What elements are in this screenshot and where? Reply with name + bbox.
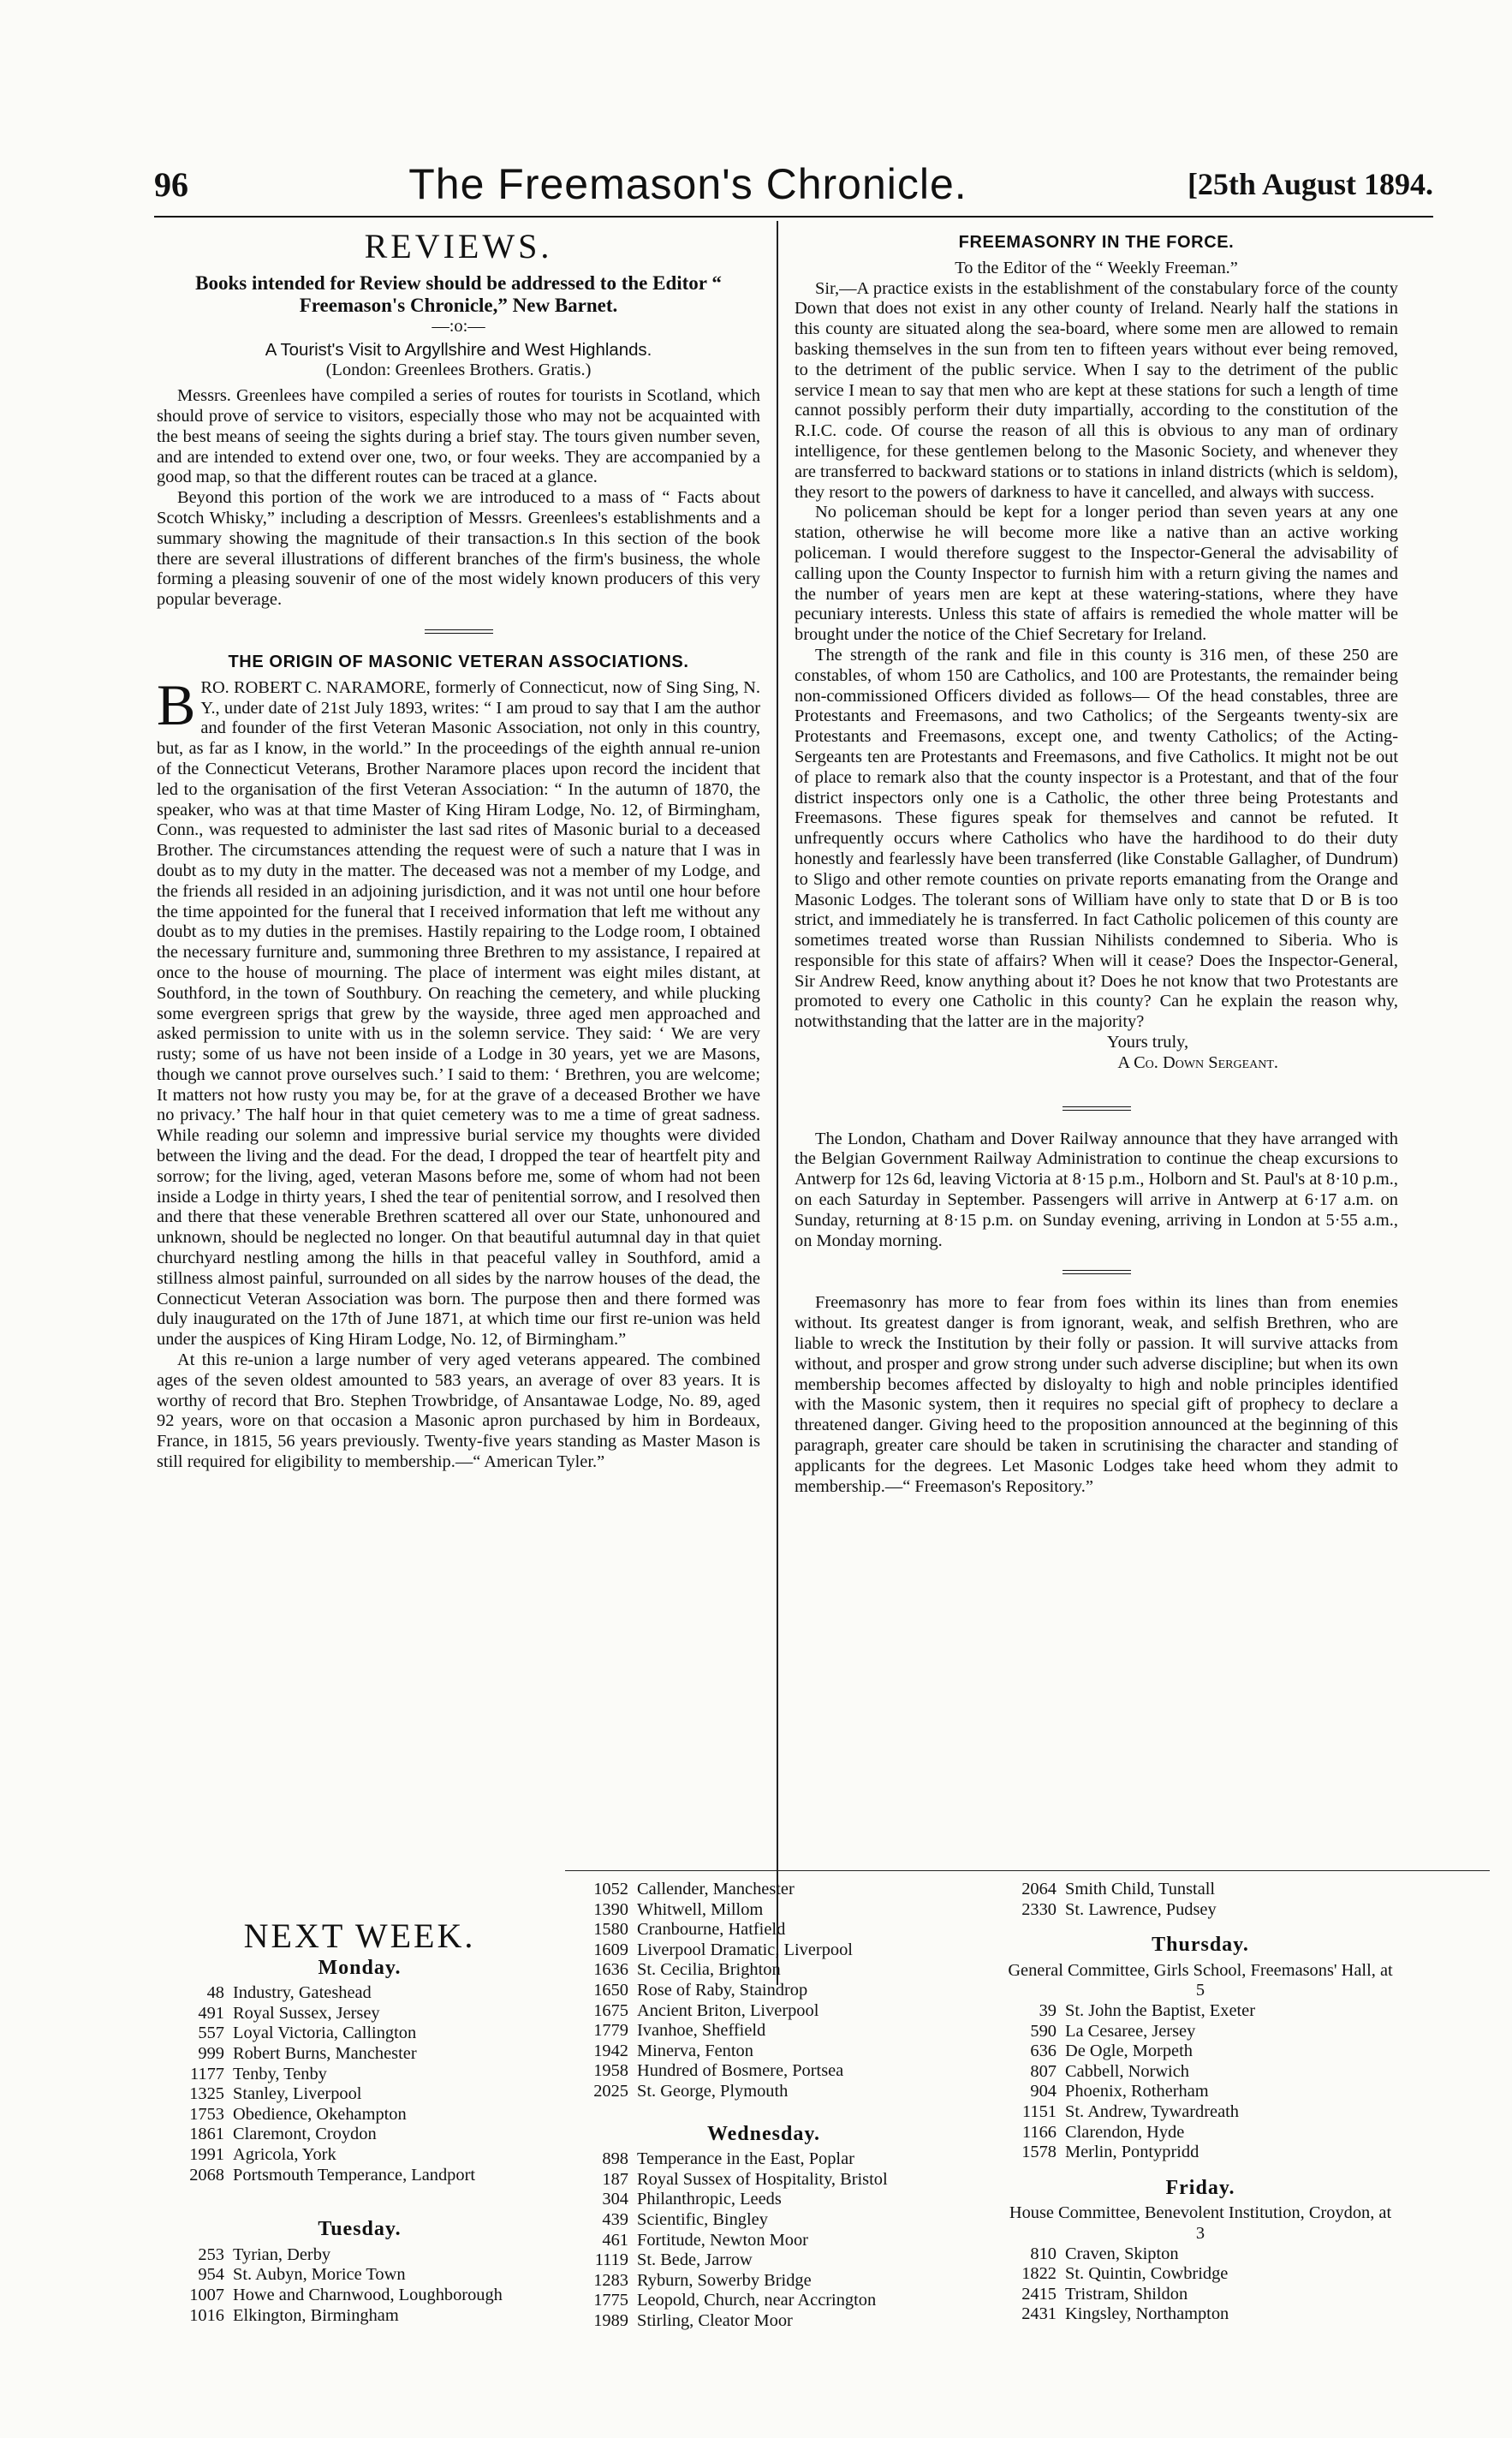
lodge-number: 2068: [189, 2165, 224, 2185]
lodge-number: 810: [1030, 2244, 1057, 2263]
reviews-heading: REVIEWS.: [364, 227, 553, 265]
lodge-name: Royal Sussex of Hospitality, Bristol: [637, 2169, 888, 2189]
lodge-entry: [171, 2065, 548, 2085]
lodge-number: 1052: [593, 1880, 628, 1899]
lodge-number: 1007: [189, 2285, 224, 2304]
lodge-entry: [575, 2170, 952, 2191]
lodge-name: Tristram, Shildon: [1065, 2284, 1188, 2304]
lodge-number: 557: [198, 2024, 224, 2043]
lodge-number: 1775: [593, 2291, 628, 2310]
wednesday-lodge-list-continued: [1003, 1880, 1397, 1920]
lodge-entry: [171, 2286, 548, 2306]
lodge-number: 2431: [1021, 2304, 1057, 2324]
letter-signature: A Co. Down Sergeant.: [1117, 1052, 1278, 1072]
review-paragraph: Messrs. Greenlees have compiled a series of routes for tourists in Scotland, which should prove of service to visitors, especially those who may not be acquainted with the best means of seeing the sights during a brief stay. The tours given number seven, and are intended to extend over one, two, or four weeks. They are accompanied by a good map, so that the different routes can be traced at a glance.: [157, 386, 760, 487]
lodge-name: Craven, Skipton: [1065, 2244, 1179, 2263]
tuesday-lodge-list: [171, 2245, 548, 2326]
lodge-number: 491: [198, 2003, 224, 2023]
next-week-column-3: [1003, 1880, 1397, 2325]
lodge-name: Industry, Gateshead: [233, 1983, 372, 2003]
lodge-entry: [575, 1880, 952, 1900]
lodge-number: 461: [602, 2230, 628, 2250]
lodge-number: 39: [1039, 2000, 1057, 2020]
lodge-name: Rose of Raby, Staindrop: [637, 1980, 808, 2000]
lodge-entry: [171, 2084, 548, 2105]
lodge-entry: [171, 2044, 548, 2065]
next-week-rule: [565, 1870, 1490, 1871]
lodge-number: 1636: [593, 1960, 628, 1980]
publication-title: The Freemason's Chronicle.: [408, 160, 967, 208]
lodge-number: 2415: [1021, 2284, 1057, 2304]
lodge-number: 954: [198, 2265, 224, 2285]
lodge-entry: [575, 2061, 952, 2082]
lodge-number: 439: [602, 2209, 628, 2229]
lodge-entry: [1003, 2102, 1397, 2123]
page-number: 96: [154, 164, 188, 204]
thursday-lodge-list: [1003, 2001, 1397, 2163]
lodge-name: St. Aubyn, Morice Town: [233, 2265, 406, 2285]
lodge-entry: [171, 2166, 548, 2186]
lodge-number: 1283: [593, 2270, 628, 2290]
lodge-name: Stirling, Cleator Moor: [637, 2310, 793, 2330]
lodge-name: Merlin, Pontypridd: [1065, 2143, 1199, 2162]
lodge-entry: [575, 1981, 952, 2001]
lodge-number: 1753: [189, 2104, 224, 2124]
lodge-entry: [171, 2245, 548, 2266]
lodge-entry: [575, 2291, 952, 2311]
review-notice: Books intended for Review should be addressed to the Editor “ Freemason's Chronicle,” New Barnet.: [195, 271, 722, 316]
lodge-name: La Cesaree, Jersey: [1065, 2021, 1196, 2041]
lodge-number: 1016: [189, 2305, 224, 2325]
lodge-name: Philanthropic, Leeds: [637, 2190, 782, 2209]
lodge-entry: [1003, 2042, 1397, 2062]
lodge-number: 999: [198, 2043, 224, 2063]
lodge-number: 1609: [593, 1940, 628, 1959]
lodge-entry: [575, 2250, 952, 2271]
lodge-number: 1325: [189, 2084, 224, 2104]
tuesday-lodge-list-continued: [575, 1880, 952, 2102]
lodge-name: Smith Child, Tunstall: [1065, 1880, 1216, 1899]
lodge-number: 187: [602, 2169, 628, 2189]
lodge-name: St. Bede, Jarrow: [637, 2250, 753, 2270]
lodge-name: Fortitude, Newton Moor: [637, 2230, 808, 2250]
lodge-entry: [575, 2210, 952, 2231]
wednesday-lodge-list: [575, 2149, 952, 2331]
lodge-entry: [1003, 2264, 1397, 2285]
lodge-number: 1580: [593, 1920, 628, 1940]
lodge-number: 2025: [593, 2081, 628, 2101]
issue-date: [25th August 1894.: [1187, 167, 1433, 201]
lodge-name: St. Andrew, Tywardreath: [1065, 2101, 1239, 2121]
committee-meeting: General Committee, Girls School, Freemasons' Hall, at 5: [1008, 1960, 1393, 2000]
lodge-number: 1958: [593, 2061, 628, 2081]
lodge-number: 1942: [593, 2041, 628, 2060]
day-heading-thursday: Thursday.: [1152, 1934, 1249, 1957]
lodge-name: Phoenix, Rotherham: [1065, 2082, 1209, 2101]
lodge-number: 1861: [189, 2125, 224, 2144]
article-paragraph: [157, 671, 760, 1350]
lodge-name: Cabbell, Norwich: [1065, 2061, 1189, 2081]
lodge-number: 1578: [1021, 2143, 1057, 2162]
section-separator: [1063, 1270, 1131, 1274]
letter-addressee: To the Editor of the “ Weekly Freeman.”: [955, 258, 1238, 277]
lodge-name: Liverpool Dramatic, Liverpool: [637, 1940, 853, 1959]
lodge-entry: [575, 1920, 952, 1940]
lodge-number: 1779: [593, 2021, 628, 2041]
lodge-name: Obedience, Okehampton: [233, 2104, 407, 2124]
lodge-name: Agricola, York: [233, 2144, 336, 2164]
lodge-entry: [575, 2190, 952, 2210]
lodge-name: Howe and Charnwood, Loughborough: [233, 2285, 503, 2304]
review-title: A Tourist's Visit to Argyllshire and West Highlands.: [265, 340, 652, 360]
lodge-name: Elkington, Birmingham: [233, 2305, 399, 2325]
lodge-entry: [171, 2265, 548, 2286]
lodge-entry: [1003, 2304, 1397, 2325]
lodge-name: St. Lawrence, Pudsey: [1065, 1899, 1217, 1919]
page-header: [154, 154, 1433, 214]
lodge-entry: [575, 1940, 952, 1961]
next-week-heading: NEXT WEEK.: [243, 1916, 476, 1955]
lodge-name: Ancient Briton, Liverpool: [637, 2000, 819, 2020]
lodge-entry: [1003, 2143, 1397, 2163]
article-title: FREEMASONRY IN THE FORCE.: [958, 233, 1235, 252]
lodge-name: De Ogle, Morpeth: [1065, 2042, 1193, 2061]
letter-closing: Yours truly,: [1106, 1033, 1189, 1052]
lodge-entry: [575, 2231, 952, 2251]
lodge-name: Callender, Manchester: [637, 1880, 795, 1899]
lodge-number: 253: [198, 2244, 224, 2264]
lodge-name: Stanley, Liverpool: [233, 2084, 362, 2104]
lodge-name: Ryburn, Sowerby Bridge: [637, 2270, 812, 2290]
lodge-entry: [1003, 2001, 1397, 2022]
lodge-entry: [171, 2004, 548, 2024]
lodge-number: 1675: [593, 2000, 628, 2020]
letter-paragraph: No policeman should be kept for a longer period than seven years at any one station, otherwise he will become more like a native than an active working policeman. I would therefore suggest to the Inspector-General the advisability of calling upon the County Inspector to furnish him with a return giving the names and the number of years men are kept at these watering-stations, where they have pecuniary interests. Unless this state of affairs is remedied the whole matter will be brought under the notice of the Chief Secretary for Ireland.: [795, 503, 1398, 645]
lodge-entry: [171, 2145, 548, 2166]
article-paragraph: At this re-union a large number of very aged veterans appeared. The combined ages of the seven oldest amounted to 583 years, an average of over 83 years. It is worthy of record that Bro. Stephen Trowbridge, of Ansantawae Lodge, No. 89, aged 92 years, wore on that occasion a Masonic apron purchased by him in Bordeaux, France, in 1815, 56 years previously. Twenty-five years standing as Master Mason is still required for eligibility to membership.—“ American Tyler.”: [157, 1350, 760, 1472]
lodge-number: 48: [206, 1983, 224, 2003]
lodge-name: St. Quintin, Cowbridge: [1065, 2264, 1229, 2284]
lodge-number: 807: [1030, 2061, 1057, 2081]
lodge-number: 1119: [594, 2250, 628, 2270]
lodge-number: 1991: [189, 2144, 224, 2164]
lodge-name: Scientific, Bingley: [637, 2209, 768, 2229]
lodge-entry: [575, 2042, 952, 2062]
drop-cap: B: [157, 671, 196, 737]
day-heading-monday: Monday.: [318, 1956, 402, 1979]
lodge-entry: [171, 2306, 548, 2327]
article-text: RO. ROBERT C. NARAMORE, formerly of Connecticut, now of Sing Sing, N. Y., under date of 21st July 1893, writes: “ I am proud to say that I am the author and founder of the first Veteran Masonic Association, not only in this country, but, as far as I know, in the world.” In the proceedings of the eighth annual re-union of the Connecticut Veterans, Brother Naramore places upon record the incident that led to the organisation of the first Veteran Association: “ In the autumn of 1870, the speaker, who was at that time Master of King Hiram Lodge, No. 12, of Birmingham, Conn., was requested to administer the last sad rites of Masonic burial to a deceased Brother. The circumstances attending the request were of such a nature that I was in doubt as to my duty in the matter. The deceased was not a member of my Lodge, and the friends all resided in an adjoining jurisdiction, and it was not until one hour before the time appointed for the funeral that I received information that left me without any doubt as to my duties in the premises. Hastily repairing to the Lodge room, I obtained the necessary furniture and, summoning three Brethren to my assistance, I repaired at once to the house of mourning. The place of interment was eight miles distant, at Southford, in the town of Southbury. On reaching the cemetery, and while plucking some evergreen sprigs that grew by the wayside, three aged men approached and asked permission to unite with us in the solemn service. They said: ‘ We are very rusty; some of us have not been inside of a Lodge in 30 years, yet we are Masons, though we cannot prove ourselves such.’ I said to them: ‘ Brethren, you are welcome; It matters not how rusty you may be, for at the grave of a deceased Brother we have no privacy.’ The half hour in that quiet cemetery was to me a time of great sadness. While reading our solemn and impressive burial service my thoughts were divided between the living and the dead. For the dead, I dropped the tear of heartfelt pity and sorrow; for the living, aged, veteran Masons before me, some of whom had not been inside a Lodge in thirty years, I shed the tear of penitential sorrow, and I resolved then and there that these venerable Brethren scattered all over our State, unhonoured and unknown, should be neglected no longer. On that beautiful autumnal day in that quiet churchyard nestling among the hills in that peaceful valley in Southford, amid a stillness almost painful, surrounded on all sides by the narrow houses of the dead, the Connecticut Veteran Association was born. The purpose then and there formed was duly inaugurated on the 17th of June 1871, at which time our first re-union was held under the auspices of King Hiram Lodge, No. 12, of Birmingham.”: [157, 677, 760, 1350]
lodge-name: St. John the Baptist, Exeter: [1065, 2000, 1256, 2020]
lodge-name: Kingsley, Northampton: [1065, 2304, 1229, 2324]
lodge-name: Royal Sussex, Jersey: [233, 2003, 380, 2023]
section-separator: [1063, 1106, 1131, 1111]
right-column: [795, 224, 1398, 1834]
lodge-name: Loyal Victoria, Callington: [233, 2024, 417, 2043]
lodge-number: 2330: [1021, 1899, 1057, 1919]
day-heading-friday: Friday.: [1165, 2176, 1235, 2199]
monday-lodge-list: [171, 1983, 548, 2185]
lodge-entry: [575, 2149, 952, 2170]
lodge-name: Temperance in the East, Poplar: [637, 2149, 854, 2169]
review-publisher: (London: Greenlees Brothers. Gratis.): [325, 361, 592, 380]
lodge-number: 1390: [593, 1899, 628, 1919]
lodge-entry: [1003, 2123, 1397, 2143]
lodge-name: Tyrian, Derby: [233, 2244, 331, 2264]
railway-notice: The London, Chatham and Dover Railway announce that they have arranged with the Belgian Government Railway Administration to continue the cheap excursions to Antwerp for 12s 6d, leaving Victoria at 8·15 p.m., Holborn and St. Paul's at 8·10 p.m., on each Saturday in September. Passengers will arrive in Antwerp at 6·17 a.m. on Sunday, returning at 8·15 p.m. on Sunday evening, arriving in London at 5·55 a.m., on Monday morning.: [795, 1129, 1398, 1250]
ornament: —:o:—: [432, 316, 485, 336]
day-heading-tuesday: Tuesday.: [318, 2218, 402, 2241]
lodge-entry: [171, 1983, 548, 2004]
lodge-entry: [575, 1900, 952, 1921]
lodge-entry: [575, 2311, 952, 2332]
lodge-number: 1166: [1021, 2122, 1057, 2142]
article-title: THE ORIGIN OF MASONIC VETERAN ASSOCIATIONS.: [228, 652, 689, 671]
lodge-entry: [1003, 2285, 1397, 2305]
letter-paragraph: Sir,—A practice exists in the establishment of the constabulary force of the county Down that does not exist in any other county of Ireland. Nearly half the stations in this county are situated along the sea-board, where some men are allowed to remain basking themselves in the sun from ten to fifteen years without ever being removed, to the detriment of the public service. When I say to the detriment of the public service I mean to say that men who are kept at these stations for such a length of time cannot possibly perform their duty impartially, according to the constitution of the R.I.C. code. Of course the reason of all this is obvious to any man of ordinary intelligence, for these gentlemen belong to the Masonic Society, and whenever they are transferred to backward stations or to stations in inland districts (which is seldom), they resort to the powers of darkness to have it cancelled, and always with success.: [795, 278, 1398, 502]
lodge-name: Hundred of Bosmere, Portsea: [637, 2061, 844, 2081]
lodge-number: 1650: [593, 1980, 628, 2000]
lodge-number: 1822: [1021, 2264, 1057, 2284]
committee-meeting: House Committee, Benevolent Institution, Croydon, at 3: [1009, 2203, 1392, 2243]
section-separator: [425, 629, 493, 634]
lodge-name: Clarendon, Hyde: [1065, 2122, 1185, 2142]
lodge-entry: [171, 2105, 548, 2125]
lodge-number: 636: [1030, 2042, 1057, 2061]
repository-paragraph: Freemasonry has more to fear from foes within its lines than from enemies without. Its greatest danger is from ignorant, weak, and selfish Brethren, who are liable to wreck the Institution by their folly or passion. It will survive attacks from without, and prosper and grow strong under such adverse discipline; but when its own membership becomes affected by disloyalty to high and noble principles identified with the Masonic system, then it requires no special gift of prophecy to declare a threatened danger. Giving heed to the proposition announced at the beginning of this paragraph, greater care should be taken in scrutinising the character and standing of applicants for the degrees. Let Masonic Lodges take heed whom they admit to membership.—“ Freemason's Repository.”: [795, 1293, 1398, 1496]
lodge-name: Claremont, Croydon: [233, 2125, 377, 2144]
lodge-number: 1989: [593, 2310, 628, 2330]
lodge-name: Ivanhoe, Sheffield: [637, 2021, 766, 2041]
lodge-entry: [1003, 1880, 1397, 1900]
lodge-entry: [1003, 2244, 1397, 2265]
lodge-entry: [575, 2001, 952, 2022]
lodge-entry: [1003, 1900, 1397, 1921]
lodge-entry: [575, 2271, 952, 2292]
next-week-column-1: [171, 1880, 548, 2326]
lodge-name: Portsmouth Temperance, Landport: [233, 2165, 476, 2185]
lodge-entry: [1003, 2082, 1397, 2102]
day-heading-wednesday: Wednesday.: [706, 2122, 821, 2145]
lodge-name: St. Cecilia, Brighton: [637, 1960, 781, 1980]
letter-paragraph: The strength of the rank and file in this county is 316 men, of these 250 are constables, of whom 150 are Catholics, and 100 are Protestants, the remainder being non-commissioned Officers divided as follows— Of the head constables, three are Protestants and Freemasons, and two Catholics; of the Sergeants twenty-six are Protestants and Freemasons, except one, and twenty Catholics; of the Acting-Sergeants ten are Protestants and Freemasons, and five Catholics. It might not be out of place to remark also that the county inspector is a Protestant, and that of the four district inspectors only one is a Catholic, the other three being Protestants and Freemasons. These figures speak for themselves and cannot be refuted. It unfrequently occurs where Catholics who have the hardihood to do their duty honestly and fearlessly have been transferred (like Constable Gallagher, of Dundrum) to Sligo and other remote counties on private reports emanating from the Orange and Masonic Lodges. The tolerant sons of William have only to state that D or B is too strict, and immediately he is transferred. In fact Catholic policemen of this county are sometimes treated worse than Russian Nihilists condemned to Siberia. Who is responsible for this state of affairs? When will it cease? Does the Inspector-General, Sir Andrew Reed, know anything about it? Does he not know that two Protestants are promoted to every one Catholic in this county? Can he explain the reason why, notwithstanding that the latter are in the majority?: [795, 645, 1398, 1032]
lodge-entry: [575, 2082, 952, 2102]
lodge-name: Cranbourne, Hatfield: [637, 1920, 786, 1940]
lodge-number: 898: [602, 2149, 628, 2169]
header-rule: [154, 216, 1433, 218]
lodge-entry: [171, 2125, 548, 2145]
lodge-name: Whitwell, Millom: [637, 1899, 764, 1919]
lodge-entry: [575, 2021, 952, 2042]
lodge-entry: [575, 1960, 952, 1981]
lodge-name: St. George, Plymouth: [637, 2081, 789, 2101]
lodge-entry: [1003, 2062, 1397, 2083]
review-paragraph: Beyond this portion of the work we are introduced to a mass of “ Facts about Scotch Whisky,” including a description of Messrs. Greenlees's establishments and a summary showing the magnitude of their transaction.s In this section of the book there are several illustrations of different branches of the firm's business, the whole forming a pleasing souvenir of one of the most widely known producers of this very popular beverage.: [157, 488, 760, 610]
lodge-entry: [171, 2024, 548, 2044]
friday-lodge-list: [1003, 2244, 1397, 2325]
lodge-number: 590: [1030, 2021, 1057, 2041]
next-week-column-2: [575, 1880, 952, 2331]
lodge-entry: [1003, 2022, 1397, 2042]
lodge-name: Minerva, Fenton: [637, 2041, 753, 2060]
lodge-number: 1177: [189, 2064, 224, 2083]
lodge-number: 1151: [1021, 2101, 1057, 2121]
lodge-number: 304: [602, 2190, 628, 2209]
lodge-name: Robert Burns, Manchester: [233, 2043, 417, 2063]
lodge-name: Leopold, Church, near Accrington: [637, 2291, 877, 2310]
lodge-name: Tenby, Tenby: [233, 2064, 327, 2083]
lodge-number: 904: [1030, 2082, 1057, 2101]
column-divider: [777, 221, 778, 1985]
lodge-number: 2064: [1021, 1880, 1057, 1899]
